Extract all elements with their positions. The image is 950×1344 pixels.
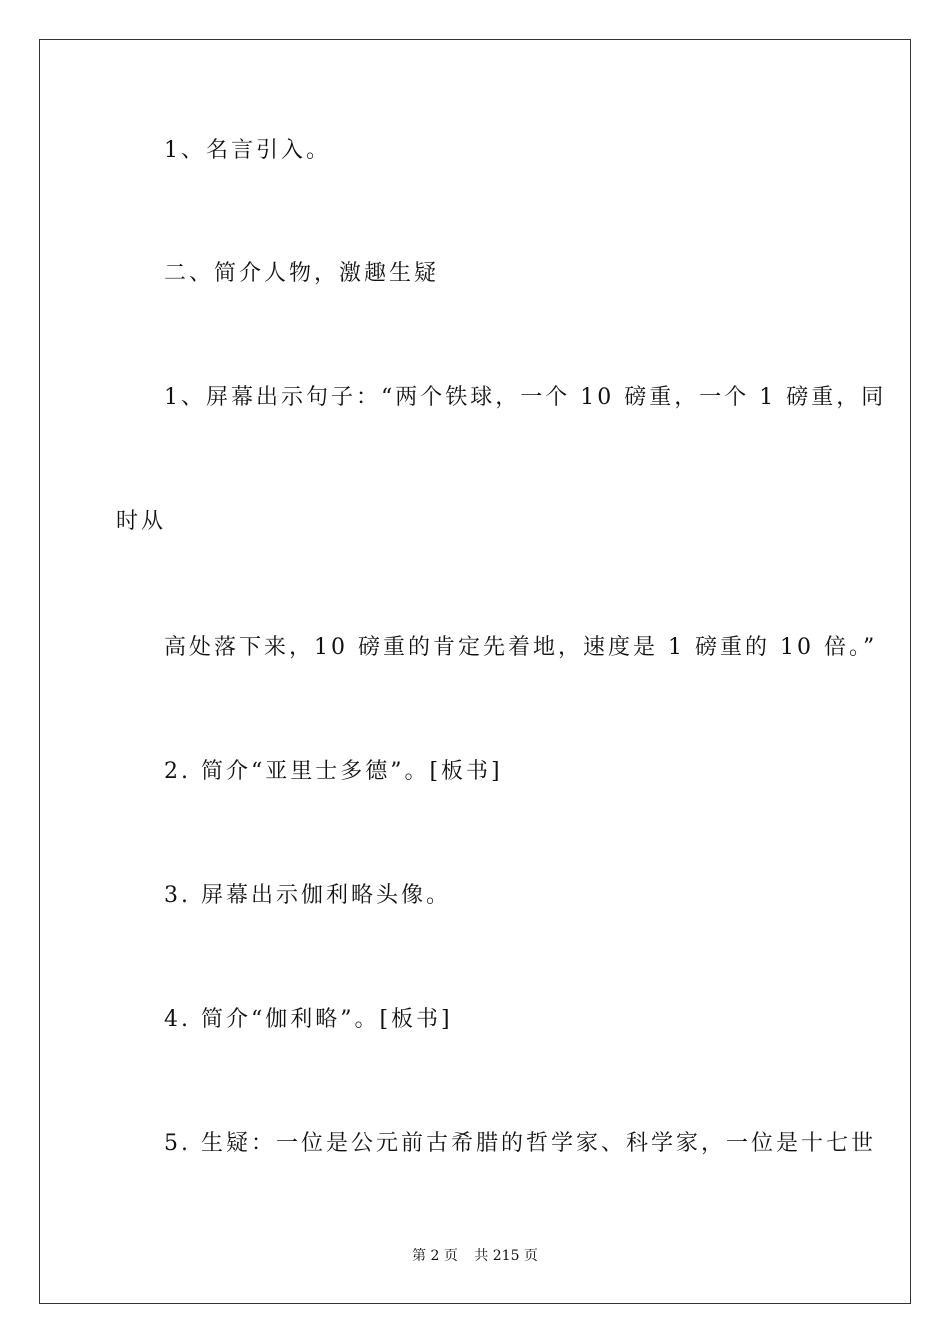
text-line: 1、名言引入。 [164, 138, 331, 163]
text-line: 高处落下来，10 磅重的肯定先着地，速度是 1 磅重的 10 倍。” [164, 635, 878, 660]
text-line: 时从 [116, 509, 167, 534]
text-line: 3. 屏幕出示伽利略头像。 [164, 883, 451, 908]
text-line: 5. 生疑：一位是公元前古希腊的哲学家、科学家，一位是十七世 [164, 1131, 876, 1156]
text-line: 二、简介人物，激趣生疑 [164, 261, 440, 286]
text-line: 4. 简介“伽利略”。[板书] [164, 1007, 453, 1032]
text-line: 2. 简介“亚里士多德”。[板书] [164, 759, 503, 784]
page-number: 第 2 页 [412, 1248, 458, 1264]
page-frame [39, 39, 911, 1304]
page-total: 共 215 页 [474, 1248, 538, 1264]
page-footer [0, 1246, 950, 1266]
text-line: 1、屏幕出示句子：“两个铁球，一个 10 磅重，一个 1 磅重，同 [164, 385, 887, 410]
